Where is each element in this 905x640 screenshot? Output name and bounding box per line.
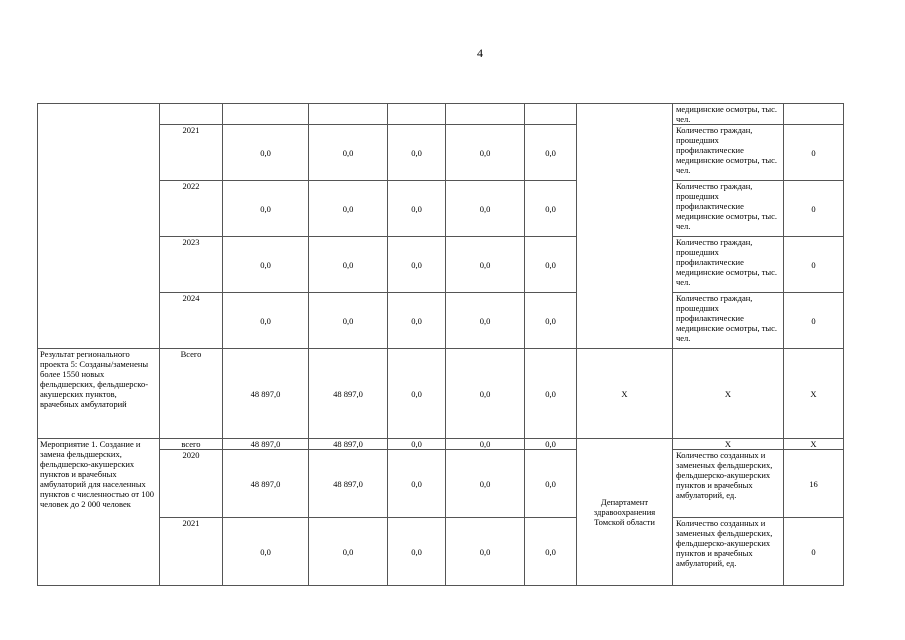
value-cell: 0,0 — [525, 439, 577, 450]
value-cell: 48 897,0 — [223, 450, 309, 518]
value-cell: 0,0 — [309, 237, 388, 293]
indicator-value-cell: 0 — [784, 125, 844, 181]
table-row — [38, 349, 844, 439]
table-cell — [784, 104, 844, 125]
indicator-value-cell: 0 — [784, 518, 844, 586]
empty-cell — [577, 104, 673, 349]
x-cell: X — [673, 439, 784, 450]
value-cell: 0,0 — [525, 450, 577, 518]
year-cell: 2021 — [160, 125, 223, 181]
value-cell: 48 897,0 — [223, 439, 309, 450]
year-cell: 2023 — [160, 237, 223, 293]
period-cell: Всего — [160, 349, 223, 439]
indicator-cell: Количество созданных и замененых фельдшерских, фельдшерско-акушерских пунктов и врачебных амбулаторий, ед. — [673, 518, 784, 586]
value-cell: 0,0 — [525, 349, 577, 439]
value-cell: 0,0 — [388, 349, 446, 439]
value-cell: 0,0 — [223, 518, 309, 586]
value-cell: 48 897,0 — [309, 439, 388, 450]
value-cell: 0,0 — [388, 237, 446, 293]
value-cell: 0,0 — [525, 237, 577, 293]
value-cell: 0,0 — [309, 518, 388, 586]
indicator-value-cell: 0 — [784, 181, 844, 237]
value-cell: 0,0 — [223, 293, 309, 349]
table-cell — [160, 104, 223, 125]
value-cell: 0,0 — [223, 181, 309, 237]
table-cell — [525, 104, 577, 125]
value-cell: 0,0 — [525, 181, 577, 237]
measure-name-cell: Мероприятие 1. Создание и замена фельдшерских, фельдшерско-акушерских пунктов и врачебных амбулаторий для населенных пунктов с численностью от 100 человек до 2 000 человек — [38, 439, 160, 586]
year-cell: 2024 — [160, 293, 223, 349]
x-cell: X — [784, 349, 844, 439]
value-cell: 0,0 — [446, 439, 525, 450]
value-cell: 0,0 — [446, 125, 525, 181]
value-cell: 0,0 — [309, 293, 388, 349]
value-cell: 48 897,0 — [309, 349, 388, 439]
value-cell: 0,0 — [388, 125, 446, 181]
table-cell — [223, 104, 309, 125]
year-cell: 2020 — [160, 450, 223, 518]
indicator-cell: Количество граждан, прошедших профилактические медицинские осмотры, тыс. чел. — [673, 293, 784, 349]
value-cell: 0,0 — [446, 349, 525, 439]
table-cell — [446, 104, 525, 125]
indicator-cell: Количество граждан, прошедших профилактические медицинские осмотры, тыс. чел. — [673, 237, 784, 293]
department-cell: Департамент здравоохранения Томской области — [577, 439, 673, 586]
value-cell: 0,0 — [525, 125, 577, 181]
value-cell: 0,0 — [388, 518, 446, 586]
x-cell: X — [673, 349, 784, 439]
value-cell: 0,0 — [446, 181, 525, 237]
indicator-cell: Количество граждан, прошедших профилактические медицинские осмотры, тыс. чел. — [673, 181, 784, 237]
result-name-cell: Результат регионального проекта 5: Созданы/заменены более 1550 новых фельдшерских, фельдшерско-акушерских пунктов, врачебных амбулаторий — [38, 349, 160, 439]
indicator-value-cell: 0 — [784, 237, 844, 293]
empty-cell — [38, 104, 160, 349]
table-row — [38, 104, 844, 125]
year-cell: 2021 — [160, 518, 223, 586]
period-cell: всего — [160, 439, 223, 450]
value-cell: 0,0 — [525, 293, 577, 349]
x-cell: X — [577, 349, 673, 439]
value-cell: 0,0 — [388, 439, 446, 450]
value-cell: 0,0 — [309, 125, 388, 181]
value-cell: 0,0 — [223, 125, 309, 181]
value-cell: 0,0 — [388, 293, 446, 349]
value-cell: 0,0 — [446, 293, 525, 349]
table-cell — [309, 104, 388, 125]
indicator-cell: Количество граждан, прошедших профилактические медицинские осмотры, тыс. чел. — [673, 125, 784, 181]
page-number: 4 — [477, 46, 483, 60]
x-cell: X — [784, 439, 844, 450]
indicator-value-cell: 16 — [784, 450, 844, 518]
value-cell: 0,0 — [446, 518, 525, 586]
table-row — [38, 439, 844, 450]
value-cell: 0,0 — [525, 518, 577, 586]
value-cell: 0,0 — [388, 450, 446, 518]
indicator-cell: Количество созданных и замененых фельдшерских, фельдшерско-акушерских пунктов и врачебных амбулаторий, ед. — [673, 450, 784, 518]
value-cell: 48 897,0 — [223, 349, 309, 439]
value-cell: 0,0 — [388, 181, 446, 237]
table-cell — [388, 104, 446, 125]
program-table — [37, 103, 844, 586]
value-cell: 0,0 — [446, 450, 525, 518]
year-cell: 2022 — [160, 181, 223, 237]
value-cell: 0,0 — [223, 237, 309, 293]
value-cell: 0,0 — [309, 181, 388, 237]
indicator-cell: медицинские осмотры, тыс. чел. — [673, 104, 784, 125]
value-cell: 0,0 — [446, 237, 525, 293]
indicator-value-cell: 0 — [784, 293, 844, 349]
value-cell: 48 897,0 — [309, 450, 388, 518]
